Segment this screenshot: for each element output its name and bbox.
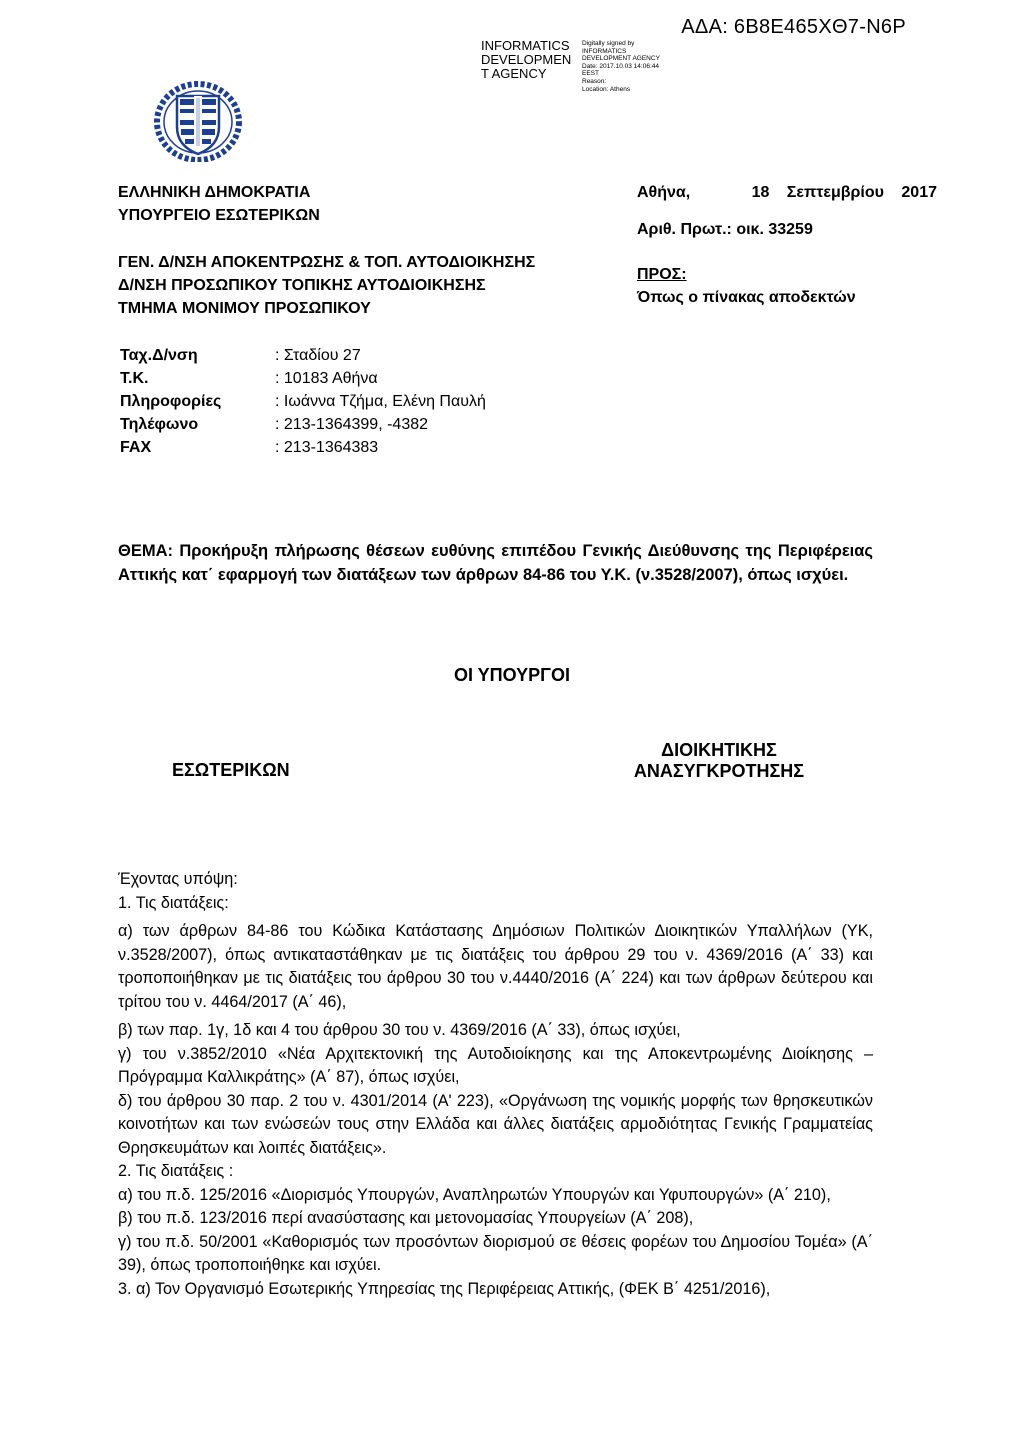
signature-details [582,40,692,93]
signature-name-line: DEVELOPMEN [481,52,572,67]
general-directorate: ΓΕΝ. Δ/ΝΣΗ ΑΠΟΚΕΝΤΡΩΣΗΣ & ΤΟΠ. ΑΥΤΟΔΙΟΙΚΗΣΗΣ [118,254,536,271]
protocol-number: Αριθ. Πρωτ.: οικ. 33259 [637,221,813,238]
date-protocol-block [637,181,937,309]
body-paragraph: Έχοντας υπόψη: [118,870,238,888]
minister-administrative-reconstruction [624,740,814,782]
contact-row [120,390,486,413]
signature-detail-line: DEVELOPMENT AGENCY [582,55,660,63]
signature-detail-line: Date: 2017.10.03 14:06:44 [582,62,659,70]
contact-label: FAX [120,439,152,456]
signature-name-line: T AGENCY [481,66,547,81]
minister-interior: ΕΣΩΤΕΡΙΚΩΝ [172,760,290,780]
subject-paragraph: ΘΕΜΑ: Προκήρυξη πλήρωσης θέσεων ευθύνης επιπέδου Γενικής Διεύθυνσης της Περιφέρειας Αττικής κατ΄ εφαρμογή των διατάξεων των άρθρων 84-86 του Υ.Κ. (ν.3528/2007), όπως ισχύει. [118,542,873,584]
directorate-header [118,251,535,320]
signature-name [481,39,581,81]
recipient-label: ΠΡΟΣ: [637,266,687,283]
date-day: 18 [751,184,770,201]
signature-detail-line: EEST [582,70,599,78]
contact-value: : Ιωάννα Τζήμα, Ελένη Παυλή [275,393,486,410]
ministers-title: ΟΙ ΥΠΟΥΡΓΟΙ [453,665,570,685]
document-body [118,868,873,1301]
greek-emblem-icon [153,72,243,162]
contact-row [120,344,486,367]
date-year: 2017 [901,184,937,201]
recipient-list: Όπως ο πίνακας αποδεκτών [637,289,856,306]
body-paragraph: 3. α) Τον Οργανισμό Εσωτερικής Υπηρεσίας της Περιφέρειας Αττικής, (ΦΕΚ Β΄ 4251/2016), [118,1279,771,1298]
signature-name-line: INFORMATICS [481,38,570,53]
date-line [637,181,937,204]
sender-header [118,181,320,227]
signature-detail-line: INFORMATICS [582,47,627,55]
body-paragraph: δ) του άρθρου 30 παρ. 2 του ν. 4301/2014 (Α' 223), «Οργάνωση της νομικής μορφής των θρησκευτικών κοινοτήτων και των ενώσεών τους στην Ελλάδα και άλλες διατάξεις αρμοδιότητας Γενικής Γραμματείας Θρησκευμάτων και λοιπές διατάξεις». [118,1091,873,1157]
body-paragraph: 2. Τις διατάξεις : [118,1162,234,1180]
contact-label: Πληροφορίες [120,393,222,410]
signature-detail-line: Reason: [582,77,607,85]
contact-value: : 213-1364399, -4382 [275,416,429,433]
department: ΤΜΗΜΑ ΜΟΝΙΜΟΥ ΠΡΟΣΩΠΙΚΟΥ [118,300,371,317]
ada-code: ΑΔΑ: 6Β8Ε465ΧΘ7-Ν6Ρ [681,16,906,38]
body-paragraph: α) των άρθρων 84-86 του Κώδικα Κατάστασης Δημόσιων Πολιτικών Διοικητικών Υπαλλήλων (ΥΚ, ν.3528/2007), όπως αντικαταστάθηκαν με τις διατάξεις του άρθρου 29 του ν. 4369/2016 (Α΄ 33) και τροποποιήθηκαν με τις διατάξεις του άρθρου 30 του ν.4440/2016 (Α΄ 224) και των άρθρων δεύτερου και τρίτου του ν. 4464/2017 (Α΄ 46), [118,922,873,1011]
contact-label: Ταχ.Δ/νση [120,347,198,364]
contact-value: : Σταδίου 27 [275,347,361,364]
date-month: Σεπτεμβρίου [786,184,884,201]
body-paragraph: α) του π.δ. 125/2016 «Διορισμός Υπουργών, Αναπληρωτών Υπουργών και Υφυπουργών» (Α΄ 210), [118,1185,831,1204]
country-name: ΕΛΛΗΝΙΚΗ ΔΗΜΟΚΡΑΤΙΑ [118,184,311,201]
body-paragraph: 1. Τις διατάξεις: [118,893,229,912]
ministry-name: ΥΠΟΥΡΓΕΙΟ ΕΣΩΤΕΡΙΚΩΝ [118,207,320,224]
contact-label: Τ.Κ. [120,370,149,387]
contact-label: Τηλέφωνο [120,416,199,433]
contact-row [120,367,486,390]
contact-row [120,436,486,459]
minister-title-line: ΔΙΟΙΚΗΤΙΚΗΣ [661,740,777,760]
contact-row [120,413,486,436]
minister-title-line: ΑΝΑΣΥΓΚΡΟΤΗΣΗΣ [633,761,805,781]
body-paragraph: β) του π.δ. 123/2016 περί ανασύστασης και μετονομασίας Υπουργείων (Α΄ 208), [118,1209,694,1227]
body-paragraph: β) των παρ. 1γ, 1δ και 4 του άρθρου 30 του ν. 4369/2016 (Α΄ 33), όπως ισχύει, [118,1021,681,1039]
directorate: Δ/ΝΣΗ ΠΡΟΣΩΠΙΚΟΥ ΤΟΠΙΚΗΣ ΑΥΤΟΔΙΟΙΚΗΣΗΣ [118,277,486,294]
signature-detail-line: Digitally signed by [582,40,635,47]
signature-detail-line: Location: Athens [582,85,631,93]
date-place: Αθήνα, [637,184,691,201]
contact-value: : 213-1364383 [275,439,379,456]
body-paragraph: γ) του π.δ. 50/2001 «Καθορισμός των προσόντων διορισμού σε θέσεις φορέων του Δημοσίου Τομέα» (Α΄ 39), όπως τροποποιήθηκε και ισχύει. [118,1232,873,1274]
body-paragraph: γ) του ν.3852/2010 «Νέα Αρχιτεκτονική της Αυτοδιοίκησης και της Αποκεντρωμένης Διοίκησης – Πρόγραμμα Καλλικράτης» (Α΄ 87), όπως ισχύει, [118,1044,873,1086]
contact-value: : 10183 Αθήνα [275,370,378,387]
contact-details [120,344,486,459]
